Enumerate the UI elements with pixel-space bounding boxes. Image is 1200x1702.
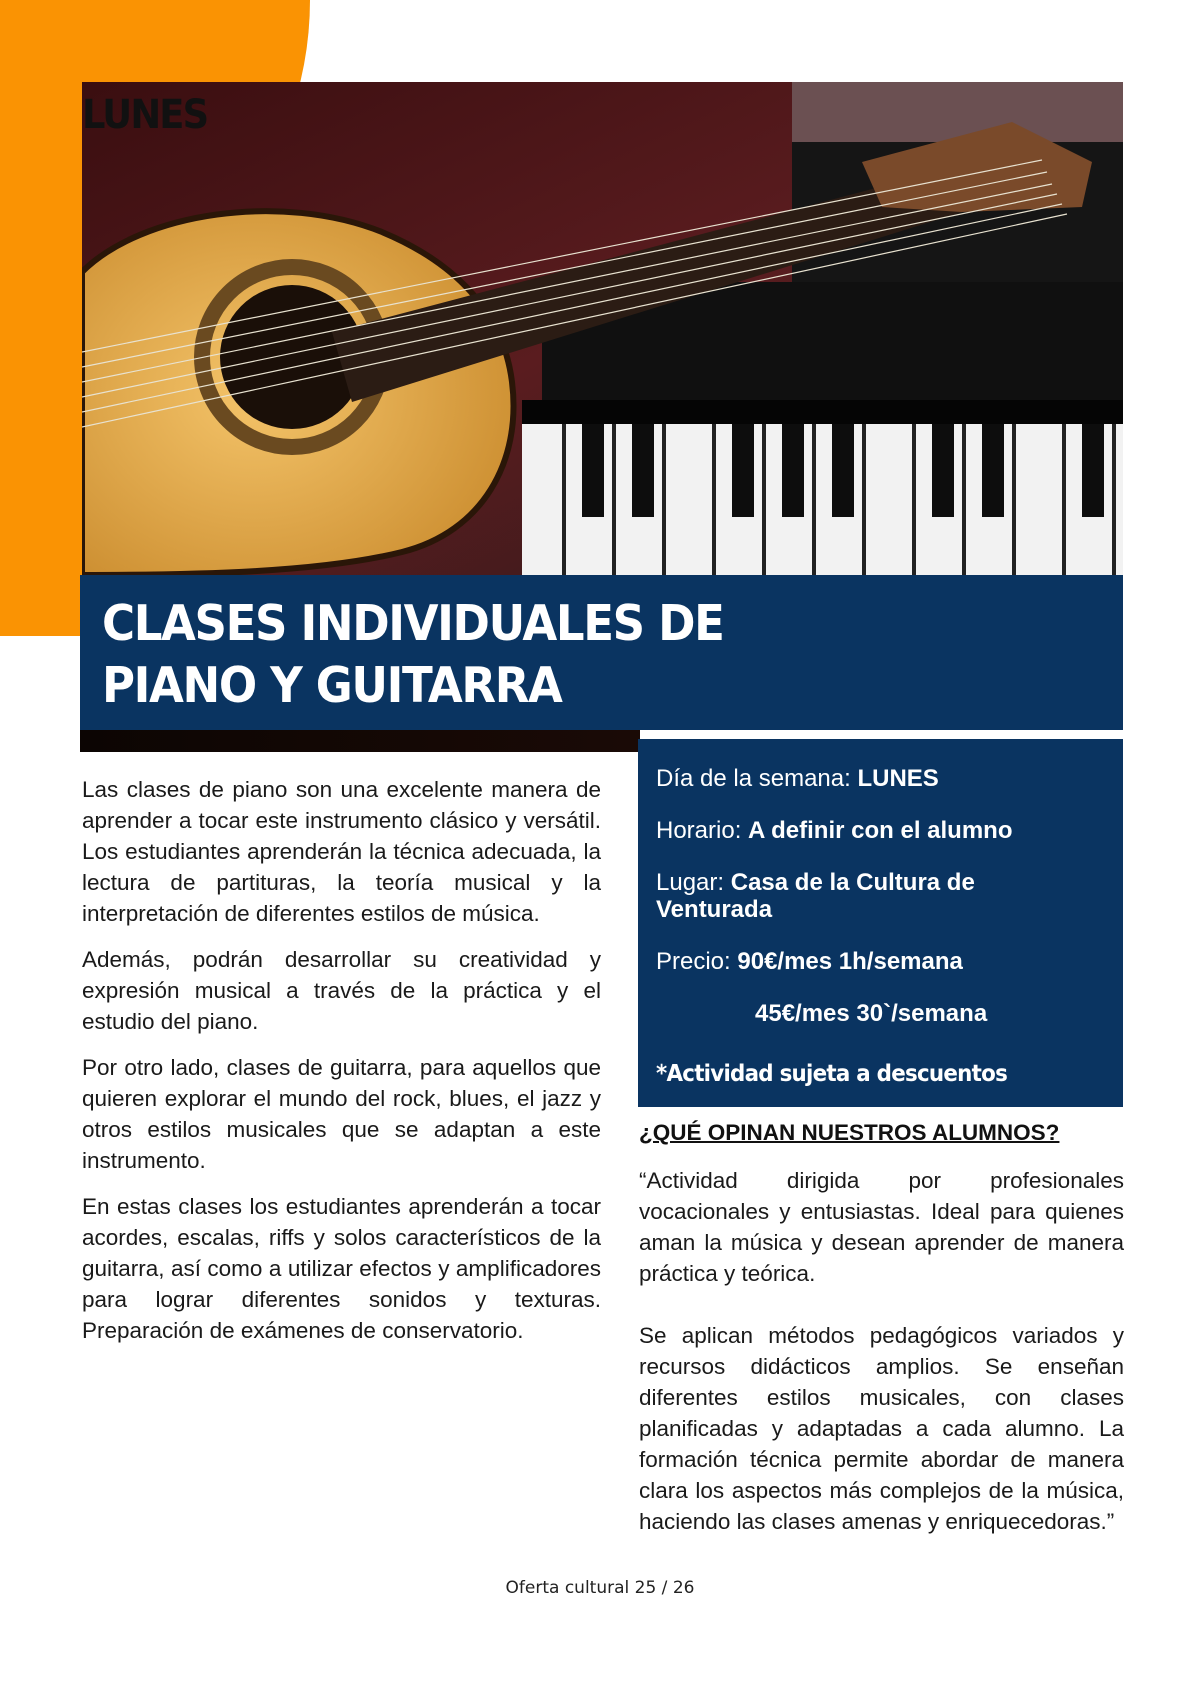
info-value: LUNES — [857, 765, 939, 792]
title-line: PIANO Y GUITARRA — [102, 657, 562, 714]
info-box — [638, 739, 1123, 1107]
day-label: LUNES — [82, 92, 208, 138]
guitar-piano-photo — [82, 82, 1123, 575]
testimonials-heading: ¿QUÉ OPINAN NUESTROS ALUMNOS? — [639, 1120, 1060, 1145]
discount-note: *Actividad sujeta a descuentos — [656, 1061, 1008, 1087]
page-footer: Oferta cultural 25 / 26 — [505, 1578, 695, 1598]
info-label: Día de la semana: — [656, 765, 851, 792]
info-place — [656, 869, 975, 923]
description — [82, 774, 601, 1361]
info-day — [656, 765, 939, 792]
title-line: CLASES INDIVIDUALES DE — [102, 595, 724, 652]
info-price-alt — [755, 1000, 987, 1027]
piano-keys — [522, 400, 1123, 575]
info-value: 90€/mes 1h/semana — [737, 948, 963, 975]
title-band — [80, 575, 1123, 730]
info-value: Venturada — [656, 896, 773, 923]
info-schedule — [656, 817, 1013, 844]
testimonial-paragraph: Se aplican métodos pedagógicos variados y recursos didácticos amplios. Se enseñan diferentes estilos musicales, con clases planificadas y adaptadas a cada alumno. La formación técnica permite abordar de manera clara los aspectos más complejos de la música, haciendo las clases amenas y enriquecedoras.” — [639, 1323, 1124, 1534]
page-title — [102, 593, 724, 717]
info-label: Precio: — [656, 948, 731, 975]
info-price — [656, 948, 963, 975]
info-label: Lugar: — [656, 869, 725, 896]
info-label: Horario: — [656, 817, 742, 844]
info-value: Casa de la Cultura de — [730, 869, 975, 896]
divider-bar — [80, 730, 640, 752]
testimonial-paragraph: “Actividad dirigida por profesionales vocacionales y entusiastas. Ideal para quienes aman la música y desean aprender de manera práctica y teórica. — [639, 1168, 1124, 1286]
description-paragraph: Por otro lado, clases de guitarra, para aquellos que quieren explorar el mundo del rock, blues, el jazz y otros estilos musicales que se adaptan a este instrumento. — [82, 1055, 601, 1173]
info-value: 45€/mes 30`/semana — [755, 1000, 988, 1027]
testimonials — [639, 1165, 1124, 1568]
info-value: A definir con el alumno — [748, 817, 1013, 844]
description-paragraph: Las clases de piano son una excelente manera de aprender a tocar este instrumento clásico y versátil. Los estudiantes aprenderán la técnica adecuada, la lectura de partituras, la teoría musical y la interpretación de diferentes estilos de música. — [82, 777, 601, 926]
description-paragraph: Además, podrán desarrollar su creatividad y expresión musical a través de la práctica y el estudio del piano. — [82, 947, 601, 1034]
description-paragraph: En estas clases los estudiantes aprenderán a tocar acordes, escalas, riffs y solos característicos de la guitarra, así como a utilizar efectos y amplificadores para lograr diferentes sonidos y texturas. Preparación de exámenes de conservatorio. — [82, 1194, 601, 1343]
